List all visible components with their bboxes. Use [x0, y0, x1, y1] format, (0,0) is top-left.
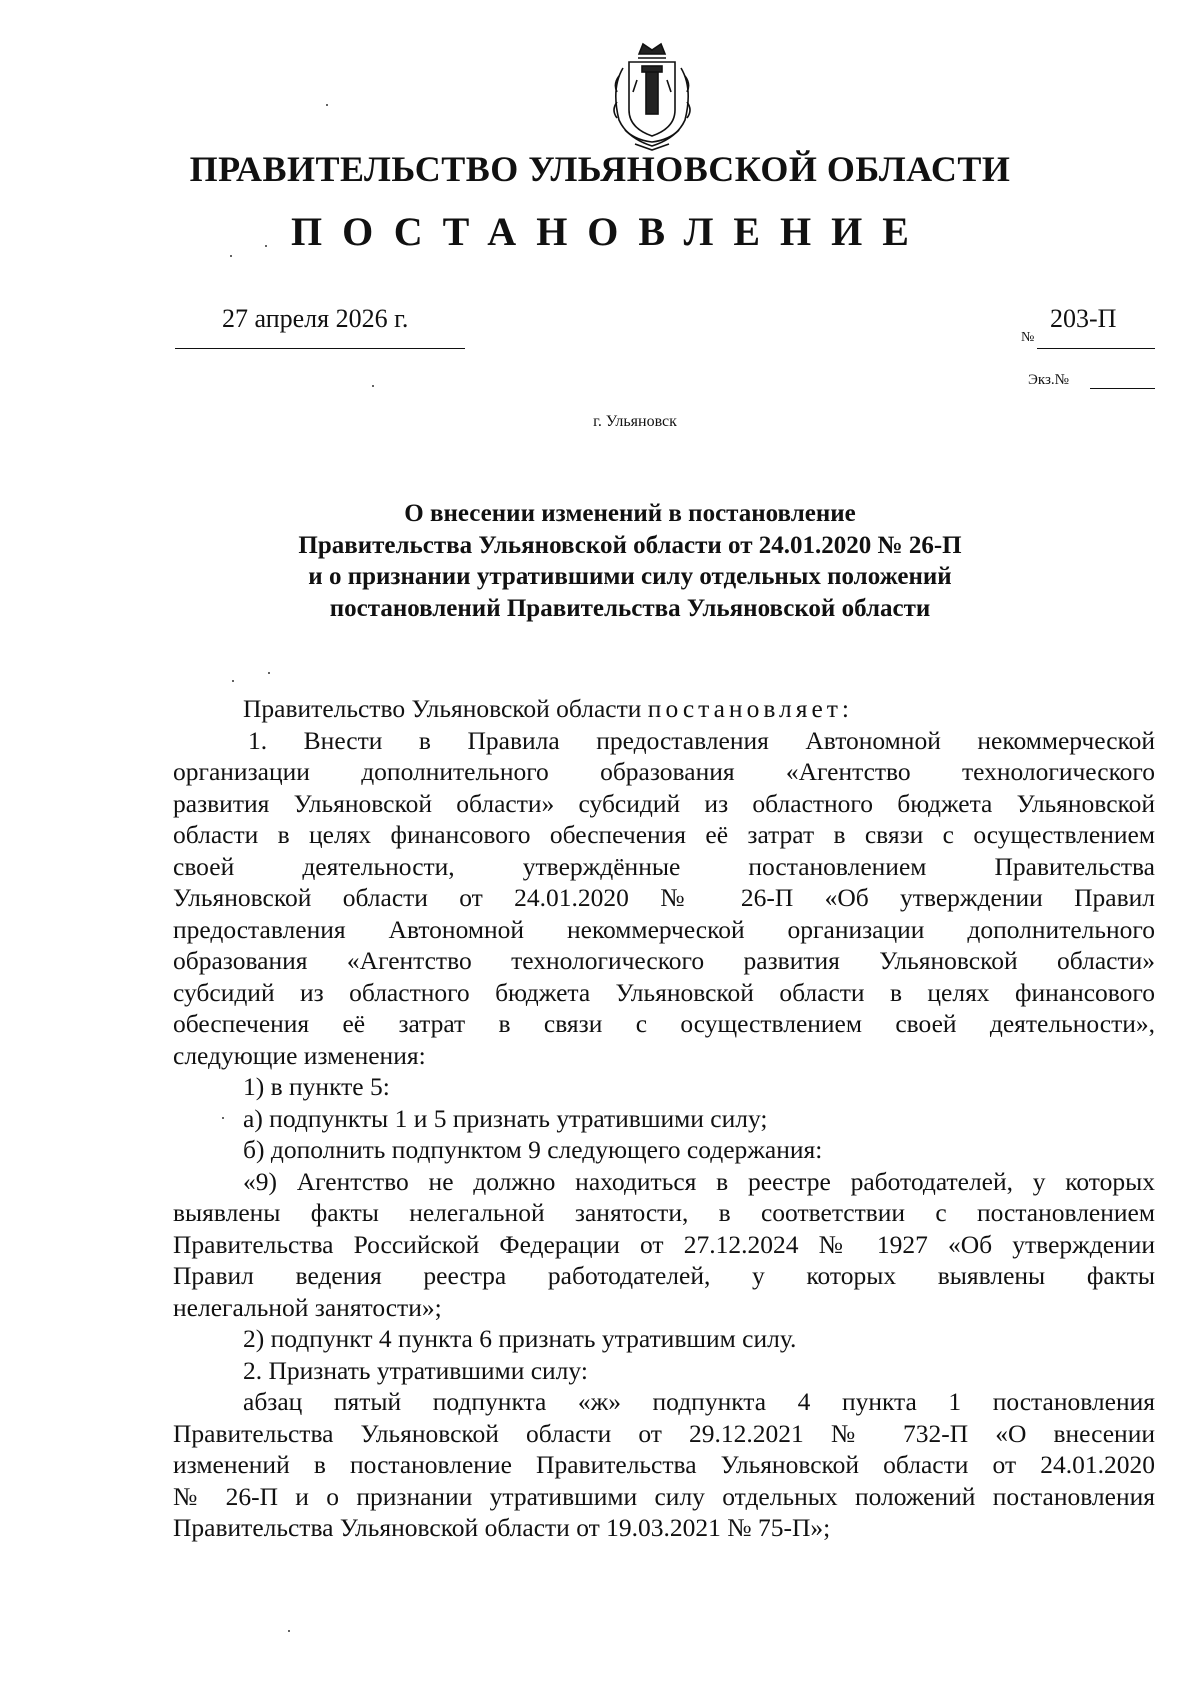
scan-speck: [232, 680, 234, 682]
scan-speck: [372, 385, 374, 387]
quote-line: Правил ведения реестра работодателей, у которых выявлены факты: [173, 1261, 1155, 1290]
item1-line: обеспечения её затрат в связи с осуществлением своей деятельности»,: [173, 1009, 1155, 1038]
number-underline: [1037, 348, 1155, 349]
item2-line: Правительства Ульяновской области от 29.12.2021 № 732-П «О внесении: [173, 1418, 1155, 1448]
item1-line: развития Ульяновской области» субсидий из областного бюджета Ульяновской: [173, 788, 1155, 818]
item1-line: предоставления Автономной некоммерческой организации дополнительного: [173, 914, 1155, 944]
city-line: г. Ульяновск: [593, 413, 677, 430]
preamble-verb: постановляет:: [647, 694, 854, 723]
government-title: ПРАВИТЕЛЬСТВО УЛЬЯНОВСКОЙ ОБЛАСТИ: [189, 149, 1011, 189]
item1-line: своей деятельности, утверждённые постановлением Правительства: [173, 851, 1155, 881]
subject-line: Правительства Ульяновской области от 24.01.2020 № 26-П: [298, 531, 962, 559]
document-subject: [200, 498, 1060, 624]
item1-line: 1. Внести в Правила предоставления Автономной некоммерческой: [248, 725, 1155, 755]
date-underline: [175, 348, 465, 349]
item2-line: № 26-П и о признании утратившими силу отдельных положений постановления: [173, 1481, 1155, 1511]
copy-number-underline: [1090, 388, 1155, 389]
document-body: [173, 693, 1155, 1544]
item2-line: изменений в постановление Правительства Ульяновской области от 24.01.2020: [173, 1450, 1155, 1479]
item1-line: организации дополнительного образования «Агентство технологического: [173, 757, 1155, 786]
scan-speck: [222, 1117, 224, 1119]
subitem-1b: б) дополнить подпунктом 9 следующего содержания:: [243, 1135, 823, 1164]
item1-line: Ульяновской области от 24.01.2020 № 26-П «Об утверждении Правил: [173, 883, 1155, 912]
item1-line: области в целях финансового обеспечения её затрат в связи с осуществлением: [173, 820, 1155, 849]
quote-line: Правительства Российской Федерации от 27.12.2024 № 1927 «Об утверждении: [173, 1229, 1155, 1259]
subject-line: О внесении изменений в постановление: [404, 500, 856, 527]
item1-line: образования «Агентство технологического развития Ульяновской области»: [173, 946, 1155, 975]
document-type-title: ПОСТАНОВЛЕНИЕ: [291, 209, 929, 254]
scan-speck: [230, 255, 232, 257]
item2-line: абзац пятый подпункта «ж» подпункта 4 пункта 1 постановления: [243, 1387, 1155, 1416]
quote-line: «9) Агентство не должно находиться в реестре работодателей, у которых: [243, 1166, 1155, 1196]
number-label: №: [1021, 330, 1035, 345]
preamble-text: Правительство Ульяновской области: [243, 694, 642, 723]
subitem-1: 1) в пункте 5:: [243, 1072, 390, 1101]
item1-line: субсидий из областного бюджета Ульяновской области в целях финансового: [173, 977, 1155, 1007]
item-2: 2. Признать утратившими силу:: [243, 1355, 588, 1385]
subitem-1a: а) подпункты 1 и 5 признать утратившими силу;: [243, 1103, 768, 1133]
copy-number-label: Экз.№: [1028, 372, 1069, 388]
scan-speck: [288, 1630, 290, 1632]
document-number: 203-П: [1050, 304, 1117, 333]
quote-line: нелегальной занятости»;: [173, 1292, 442, 1322]
subject-line: постановлений Правительства Ульяновской области: [329, 594, 931, 622]
preamble: [173, 693, 1155, 725]
scan-speck: [265, 245, 267, 247]
coat-of-arms-emblem: [605, 40, 699, 152]
scan-speck: [326, 104, 328, 106]
item1-line: следующие изменения:: [173, 1040, 426, 1070]
scan-speck: [268, 672, 270, 674]
subject-line: и о признании утратившими силу отдельных положений: [308, 563, 952, 590]
subitem-2: 2) подпункт 4 пункта 6 признать утратившим силу.: [243, 1324, 797, 1353]
document-date: 27 апреля 2026 г.: [222, 304, 409, 333]
item2-line: Правительства Ульяновской области от 19.03.2021 № 75-П»;: [173, 1513, 831, 1542]
quote-line: выявлены факты нелегальной занятости, в соответствии с постановлением: [173, 1198, 1155, 1227]
